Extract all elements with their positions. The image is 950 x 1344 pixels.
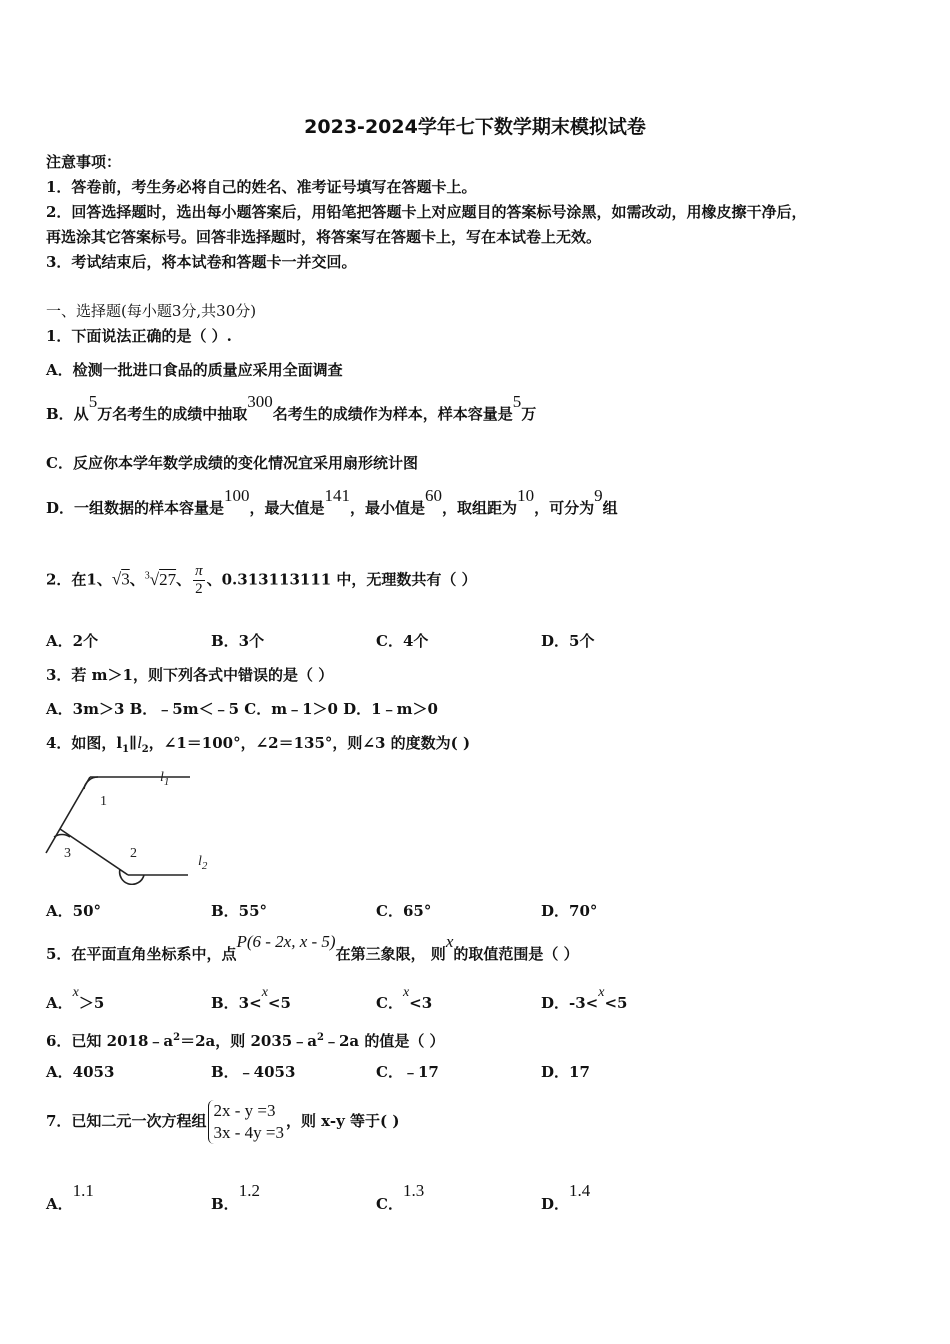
fig-label-l2: $l_2$ — [198, 854, 208, 872]
q5-option-b: B．3<x<5 — [211, 985, 291, 1012]
notice-item-3: 3．考试结束后，将本试卷和答题卡一并交回。 — [46, 253, 357, 271]
q6-option-b: B．﹣4053 — [211, 1063, 296, 1081]
fig-label-1: 1 — [100, 794, 107, 809]
q5-option-a: A．x＞5 — [46, 985, 105, 1012]
angle-1-arc — [84, 777, 98, 789]
q2-option-c: C．4个 — [376, 632, 429, 650]
section-heading: 一、选择题(每小题3分,共30分) — [46, 302, 257, 320]
q7-option-c: C．1.3 — [376, 1181, 425, 1213]
q7-option-b: B．1.2 — [211, 1181, 260, 1213]
q2-option-d: D．5个 — [541, 632, 595, 650]
q6-option-c: C．﹣17 — [376, 1063, 439, 1081]
equation-system: 2x - y =3 3x - 4y =3 — [208, 1100, 284, 1144]
q5-option-c: C．x<3 — [376, 985, 433, 1012]
q4-option-d: D．70° — [541, 902, 598, 920]
q3-stem: 3．若 m＞1，则下列各式中错误的是（ ） — [46, 666, 334, 684]
q6-stem: 6．已知 $2018﹣a^2=2a$，则 $2035﹣a^2﹣2a$ 的值是（ ） — [46, 1032, 445, 1050]
q5-stem: 5．在平面直角坐标系中，点P(6 - 2x, x - 5)在第三象限， 则x的取值范围是（ ） — [46, 932, 579, 963]
q1-option-c: C．反应你本学年数学成绩的变化情况宜采用扇形统计图 — [46, 454, 418, 472]
q2-option-a: A．2个 — [46, 632, 99, 650]
pi-over-2-fraction: $\frac{\pi}{2}$ — [195, 563, 203, 598]
q6-option-a: A．4053 — [46, 1063, 115, 1081]
page-title: 2023-2024学年七下数学期末模拟试卷 — [304, 116, 646, 138]
q7-option-a: A．1.1 — [46, 1181, 94, 1213]
q5-option-d: D．-3<x<5 — [541, 985, 628, 1012]
sqrt3-expr: √3 — [111, 569, 130, 589]
q4-stem: 4．如图，$l_1\parallel l_2$，∠1＝100°，∠2＝135°，则∠3 的度数为( ) — [46, 733, 471, 755]
q4-option-c: C．65° — [376, 902, 432, 920]
q1-stem: 1．下面说法正确的是（ ）. — [46, 327, 232, 345]
q4-option-b: B．55° — [211, 902, 268, 920]
cbrt27-expr: $^3$√27 — [144, 569, 177, 589]
fig-label-3: 3 — [64, 846, 71, 861]
notice-item-2b: 再选涂其它答案标号。回答非选择题时，将答案写在答题卡上，写在本试卷上无效。 — [46, 228, 602, 246]
q1-option-a: A．检测一批进口食品的质量应采用全面调查 — [46, 361, 343, 379]
q6-option-d: D．17 — [541, 1063, 590, 1081]
q4-option-a: A．50° — [46, 902, 102, 920]
q3-options: A．3m＞3 B．﹣5m＜﹣5 C．m﹣1＞0 D．1﹣m＞0 — [46, 700, 438, 718]
q2-option-b: B．3个 — [211, 632, 265, 650]
notice-item-2a: 2．回答选择题时，选出每小题答案后，用铅笔把答题卡上对应题目的答案标号涂黑，如需改动，用橡皮擦干净后， — [46, 203, 807, 221]
fig-label-2: 2 — [130, 846, 137, 861]
q4-figure — [40, 765, 230, 885]
notice-item-1: 1．答卷前，考生务必将自己的姓名、准考证号填写在答题卡上。 — [46, 178, 477, 196]
notice-heading: 注意事项： — [46, 153, 122, 171]
q7-option-d: D．1.4 — [541, 1181, 591, 1213]
q1-option-b: B．从5万名考生的成绩中抽取300名考生的成绩作为样本，样本容量是5万 — [46, 392, 537, 423]
fig-label-l1: $l_1$ — [160, 770, 170, 788]
q2-stem: 2．在1、√3、$^3$√27、 $\frac{\pi}{2}$ 、0.313113111 中，无理数共有（ ） — [46, 563, 477, 598]
q7-stem: 7．已知二元一次方程组 2x - y =3 3x - 4y =3 ，则 x-y 等于( ) — [46, 1101, 400, 1142]
q1-option-d: D．一组数据的样本容量是100，最大值是141，最小值是60，取组距为10，可分为9组 — [46, 486, 618, 517]
